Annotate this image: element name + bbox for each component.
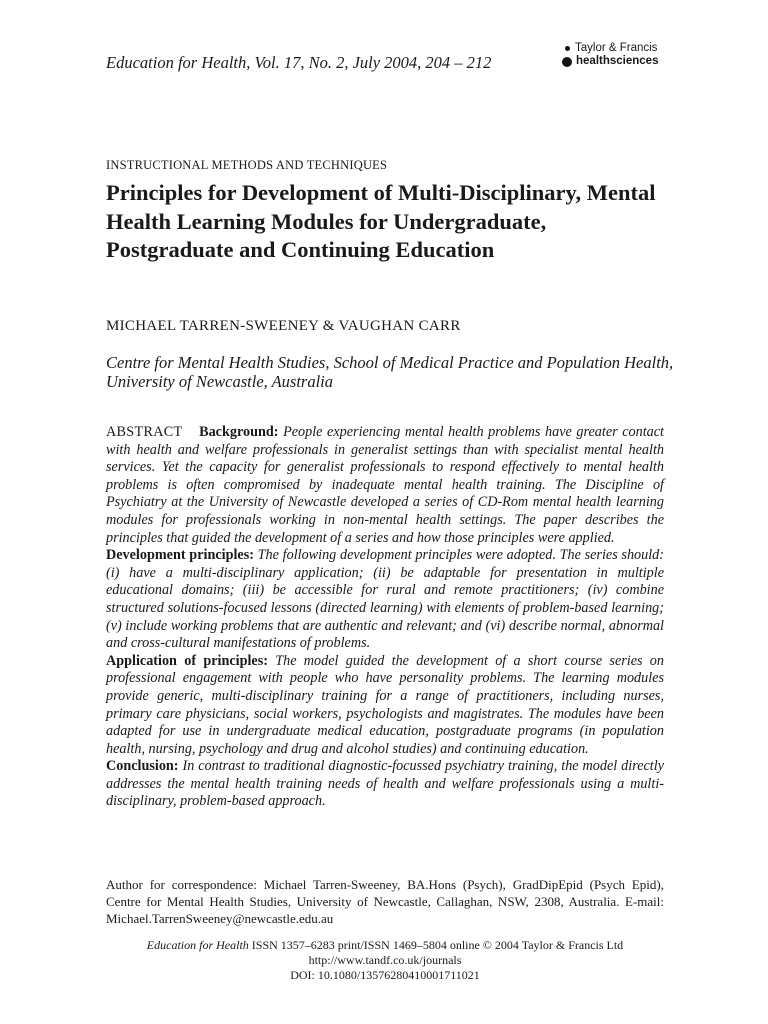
abstract-paragraph-background [106,424,664,547]
abstract-text-background: People experiencing mental health problems have greater contact with health and welfare professionals in generalist settings than with specialist mental health services. Yet the capacity for generalist professionals to respond effectively to mental health problems is often compromised by inadequate mental health training. The Discipline of Psychiatry at the University of Newcastle developed a series of CD-Rom mental health learning modules for professionals working in non-mental health settings. The paper describes the principles that guided the development of a series and how those principles were applied. [106,424,665,546]
abstract-paragraph-development [106,547,664,653]
abstract-paragraph-application [106,653,664,759]
footer-url[interactable]: http://www.tandf.co.uk/journals [308,953,462,967]
abstract-heading-conclusion: Conclusion: [106,758,183,775]
abstract-label: ABSTRACT [106,424,183,440]
authors: MICHAEL TARREN-SWEENEY & VAUGHAN CARR [106,318,461,334]
logo-large-dot-icon [562,57,572,67]
abstract-heading-background: Background: [199,424,284,440]
abstract-text-conclusion: In contrast to traditional diagnostic-focussed psychiatry training, the model directly addresses the mental health training needs of health and welfare professionals using a multi-disciplinary, problem-based approach. [106,758,664,810]
abstract-text-application: The model guided the development of a short course series on professional engagement with people who have personality problems. The learning modules provide generic, multi-disciplinary training for a range of practitioners, including nurses, primary care physicians, social workers, psychologists and magistrates. The modules have been adapted for use in undergraduate medical education, postgraduate programs (in population health, nursing, psychology and drug and alcohol studies) and continuing education. [106,652,664,757]
footer-issn-line [106,938,664,953]
footer-doi: DOI: 10.1080/13576280410001711021 [290,968,480,982]
publisher-logo [562,42,658,68]
correspondence-note: Author for correspondence: Michael Tarren-Sweeney, BA.Hons (Psych), GradDipEpid (Psych Epid), Centre for Mental Health Studies, University of Newcastle, Callaghan, NSW, 2308, Australia. E-mail: Michael.TarrenSweeney@newcastle.edu.au [106,877,664,926]
logo-small-dot-icon [565,46,570,51]
affiliation: Centre for Mental Health Studies, School of Medical Practice and Population Health, University of Newcastle, Australia [106,353,674,391]
journal-citation: Education for Health, Vol. 17, No. 2, July 2004, 204 – 212 [106,53,492,72]
page-footer [106,938,664,983]
publisher-imprint: healthsciences [576,55,659,67]
footer-journal-name: Education for Health [146,938,249,952]
publisher-name: Taylor & Francis [575,42,658,54]
publisher-logo-row-2 [562,55,658,68]
article-title: Principles for Development of Multi-Disciplinary, Mental Health Learning Modules for Undergraduate, Postgraduate and Continuing Education [106,180,656,262]
abstract [106,424,664,811]
abstract-heading-development: Development principles: [106,547,258,564]
publisher-logo-row-1 [562,42,658,55]
footer-issn: ISSN 1357–6283 print/ISSN 1469–5804 online © 2004 Taylor & Francis Ltd [251,938,624,952]
abstract-text-development: The following development principles were adopted. The series should: (i) have a multi-disciplinary application; (ii) be adaptable for presentation in multiple educational domains; (iii) be accessible for rural and remote practitioners; (iv) combine structured solutions-focused lessons (directed learning) with elements of problem-based learning; (v) include working problems that are authentic and relevant; and (vi) describe normal, abnormal and cross-cultural manifestations of problems. [106,547,664,652]
abstract-heading-application: Application of principles: [106,652,276,669]
section-heading: INSTRUCTIONAL METHODS AND TECHNIQUES [106,158,388,172]
abstract-paragraph-conclusion [106,758,664,811]
